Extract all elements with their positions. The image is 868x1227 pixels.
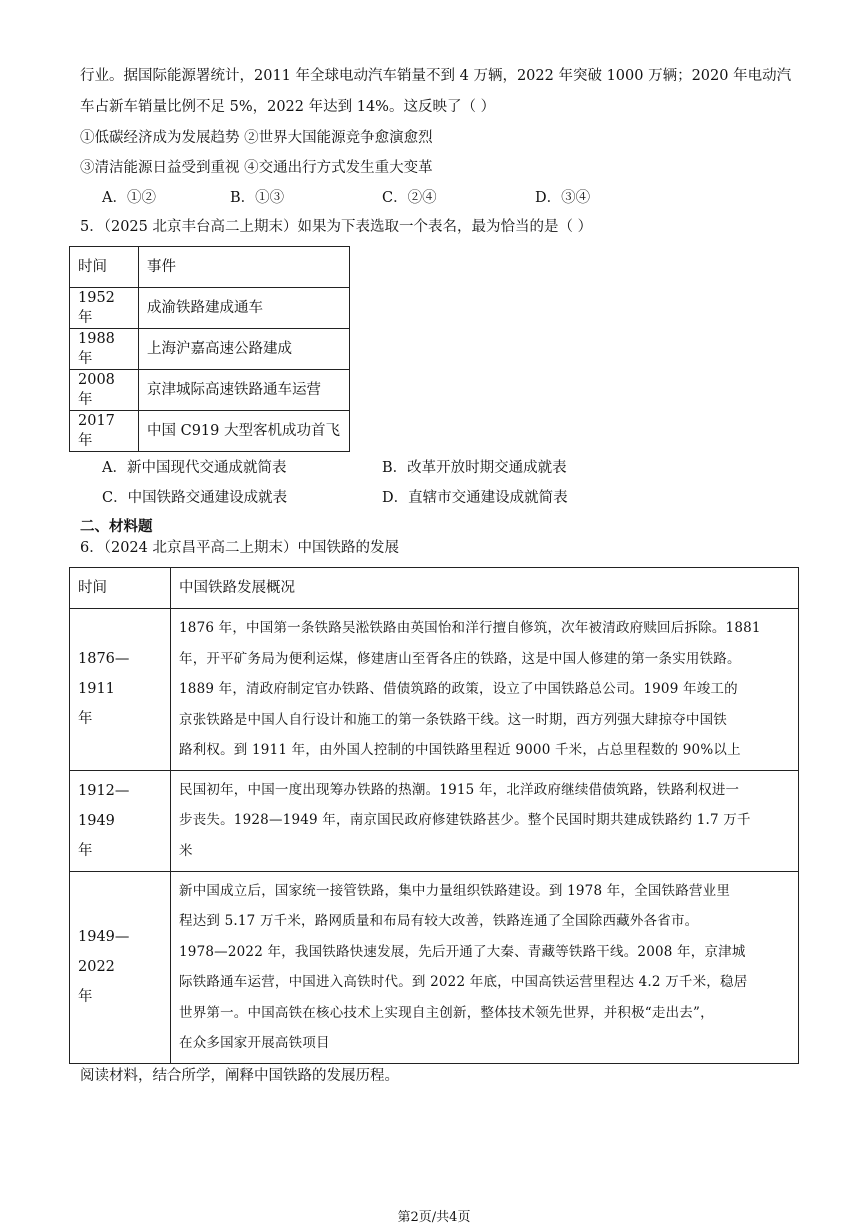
table-row [70, 288, 350, 329]
q4-choice-b: B．①③ [230, 190, 285, 206]
q4-choice-d: D．③④ [535, 190, 591, 206]
table-cell: 京津城际高速铁路通车运营 [139, 370, 350, 411]
table-header-cell: 事件 [139, 247, 350, 288]
text-line: 米 [179, 842, 193, 859]
text-line: 1876 年，中国第一条铁路吴淞铁路由英国怡和洋行擅自修筑，次年被清政府赎回后拆除。1881 [179, 620, 761, 636]
q6-material-table [69, 567, 799, 1064]
q4-text-line2: 车占新车销量比例不足 5%，2022 年达到 14%。这反映了（ ） [80, 99, 496, 115]
text-line: 步丧失。1928—1949 年，南京国民政府修建铁路甚少。整个民国时期共建成铁路约 1.7 万千 [179, 812, 751, 829]
q6-prompt: 阅读材料，结合所学，阐释中国铁路的发展历程。 [80, 1068, 399, 1084]
period-label: 1912—1949 [78, 782, 130, 829]
q5-stem: 5．（2025 北京丰台高二上期末）如果为下表选取一个表名，最为恰当的是（ ） [80, 219, 593, 235]
table-cell: 1988 年 [70, 329, 139, 370]
q4-statement-1-2: ①低碳经济成为发展趋势 ②世界大国能源竞争愈演愈烈 [80, 130, 433, 146]
table-row [70, 770, 799, 871]
table-header-cell: 时间 [70, 247, 139, 288]
text-line: 在众多国家开展高铁项目 [179, 1035, 330, 1051]
period-label: 1949—2022 [78, 929, 130, 975]
q5-choice-b: B．改革开放时期交通成就表 [382, 460, 567, 476]
table-cell: 2017 年 [70, 411, 139, 452]
table-row [70, 609, 799, 771]
q5-choice-c: C．中国铁路交通建设成就表 [102, 490, 288, 506]
table-cell: 2008 年 [70, 370, 139, 411]
text-line: 世界第一。中国高铁在核心技术上实现自主创新，整体技术领先世界，并积极“走出去”， [179, 1004, 714, 1021]
period-cell [70, 609, 171, 771]
section-title: 二、材料题 [80, 518, 153, 535]
q4-choice-a: A．①② [102, 190, 156, 206]
period-unit: 年 [78, 989, 93, 1005]
table-cell: 上海沪嘉高速公路建成 [139, 329, 350, 370]
text-line: 民国初年，中国一度出现筹办铁路的热潮。1915 年，北洋政府继续借债筑路，铁路利权进一 [179, 781, 740, 798]
table-header-cell: 时间 [70, 568, 171, 609]
period-unit: 年 [78, 711, 93, 728]
table-cell: 成渝铁路建成通车 [139, 288, 350, 329]
q4-statement-3-4: ③清洁能源日益受到重视 ④交通出行方式发生重大变革 [80, 160, 433, 176]
page-footer: 第2页/共4页 [397, 1210, 471, 1225]
text-line: 程达到 5.17 万千米，路网质量和布局有较大改善，铁路连通了全国除西藏外各省市。 [179, 913, 699, 929]
text-line: 路利权。到 1911 年，由外国人控制的中国铁路里程近 9000 千米，占总里程数的 90%以上 [179, 742, 741, 758]
q4-text-line1: 行业。据国际能源署统计，2011 年全球电动汽车销量不到 4 万辆，2022 年突破 1000 万辆；2020 年电动汽 [80, 68, 792, 84]
text-line: 1889 年，清政府制定官办铁路、借债筑路的政策，设立了中国铁路总公司。1909 年竣工的 [179, 681, 738, 697]
text-line: 京张铁路是中国人自行设计和施工的第一条铁路干线。这一时期，西方列强大肆掠夺中国铁 [179, 711, 727, 728]
table-row [70, 329, 350, 370]
text-line: 际铁路通车运营，中国进入高铁时代。到 2022 年底，中国高铁运营里程达 4.2 万千米，稳居 [179, 974, 748, 990]
q5-table [69, 246, 350, 452]
table-row [70, 411, 350, 452]
table-row [70, 568, 799, 609]
period-unit: 年 [78, 842, 93, 859]
q5-choice-d: D．直辖市交通建设成就简表 [382, 490, 568, 506]
q4-choice-c: C．②④ [382, 190, 437, 206]
text-line: 年，开平矿务局为便利运煤，修建唐山至胥各庄的铁路，这是中国人修建的第一条实用铁路。 [179, 650, 741, 667]
table-row [70, 871, 799, 1063]
table-row [70, 370, 350, 411]
q5-choice-a: A．新中国现代交通成就简表 [102, 460, 287, 476]
period-cell [70, 770, 171, 871]
description-cell [171, 871, 799, 1063]
description-cell [171, 770, 799, 871]
period-label: 1876—1911 [78, 651, 130, 698]
table-row [70, 247, 350, 288]
text-line: 1978—2022 年，我国铁路快速发展，先后开通了大秦、青藏等铁路干线。2008 年，京津城 [179, 943, 746, 960]
period-cell [70, 871, 171, 1063]
q6-stem: 6．（2024 北京昌平高二上期末）中国铁路的发展 [80, 540, 399, 556]
table-cell: 1952 年 [70, 288, 139, 329]
table-cell: 中国 C919 大型客机成功首飞 [139, 411, 350, 452]
description-cell [171, 609, 799, 771]
text-line: 新中国成立后，国家统一接管铁路，集中力量组织铁路建设。到 1978 年，全国铁路营业里 [179, 882, 731, 899]
table-header-cell: 中国铁路发展概况 [171, 568, 799, 609]
